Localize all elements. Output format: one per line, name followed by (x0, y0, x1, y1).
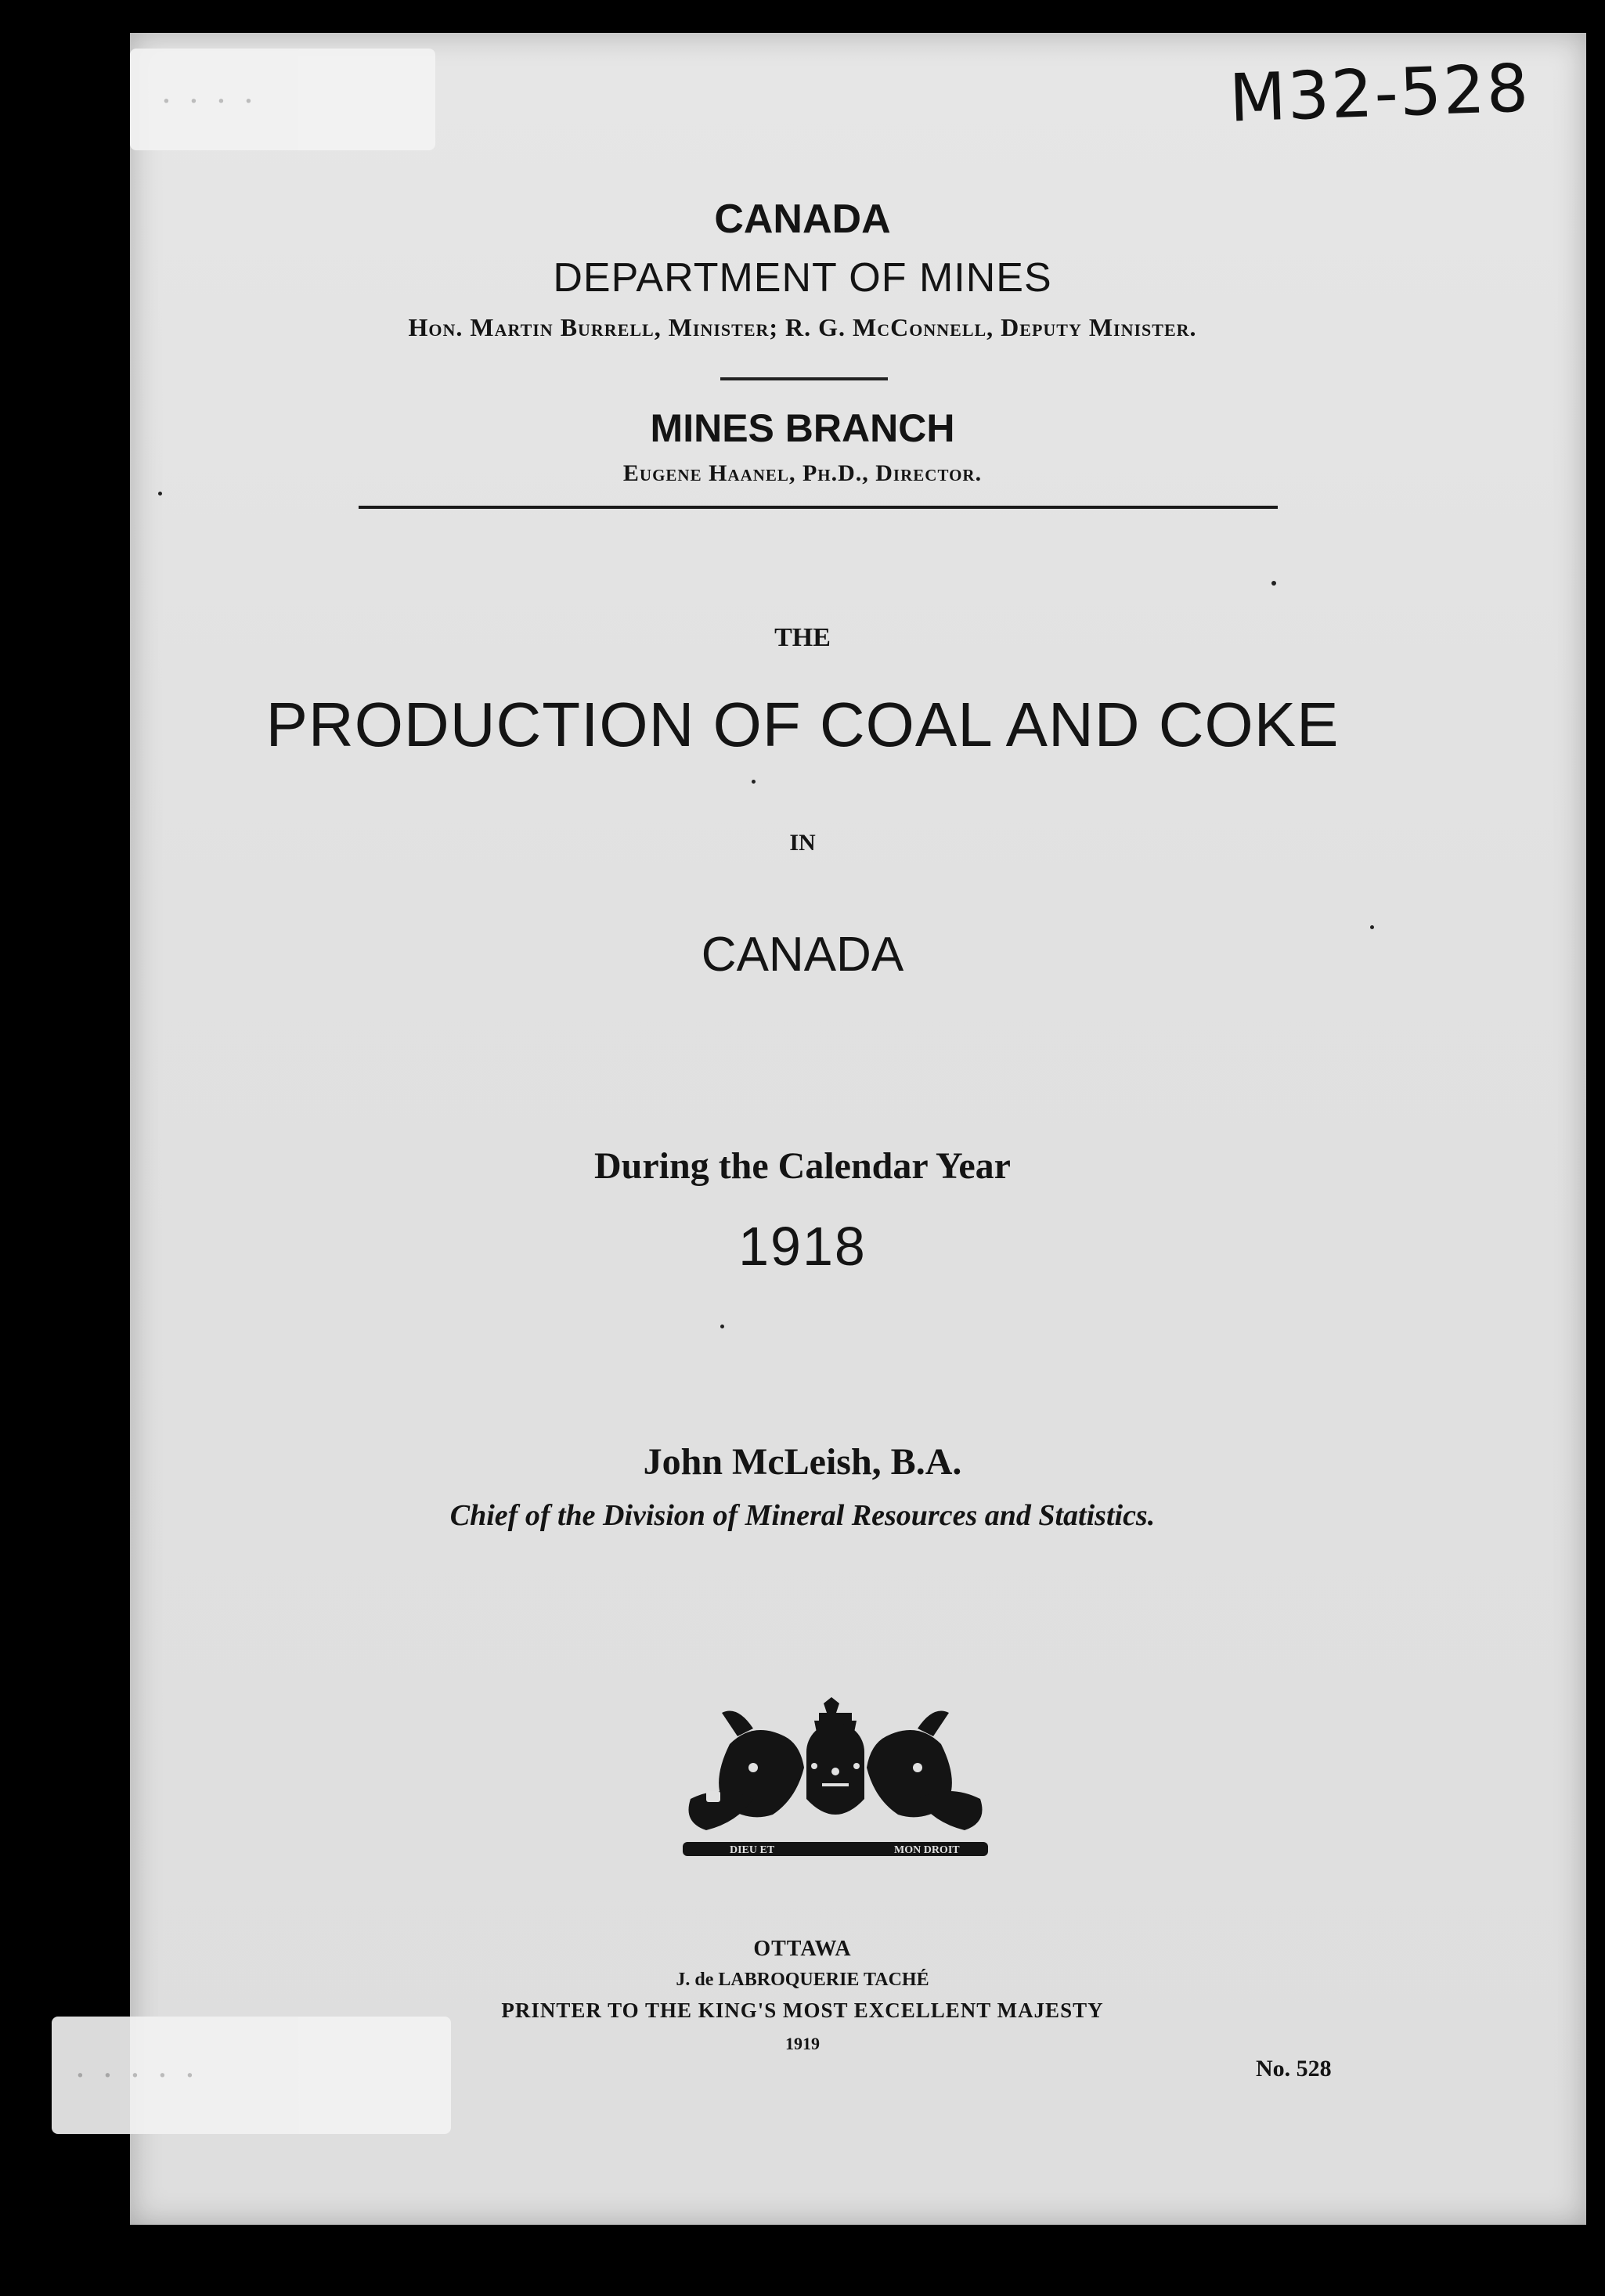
document-title: PRODUCTION OF COAL AND COKE (265, 690, 1340, 759)
scan-speck (1271, 581, 1276, 586)
period-year: 1918 (738, 1216, 867, 1277)
header-director: Eugene Haanel, Ph.D., Director. (622, 460, 983, 486)
scan-speck (158, 492, 162, 496)
title-country: CANADA (701, 928, 904, 982)
series-number: No. 528 (1256, 2056, 1332, 2082)
scan-speck (752, 780, 756, 784)
scan-speck (1370, 925, 1374, 929)
faded-label-text: · · · · (161, 81, 258, 121)
crest-motto-left: DIEU ET (730, 1844, 775, 1856)
library-label-top (130, 49, 435, 150)
header-branch: MINES BRANCH (650, 406, 955, 450)
imprint-printer: J. de LABROQUERIE TACHÉ (676, 1970, 929, 1990)
header-country: CANADA (714, 196, 891, 242)
header-officials: Hon. Martin Burrell, Minister; R. G. McConnell, Deputy Minister. (408, 313, 1197, 341)
title-preposition: IN (789, 830, 816, 856)
faded-label-text: · · · · · (75, 2055, 199, 2095)
period-label: During the Calendar Year (594, 1145, 1011, 1187)
document-page (130, 33, 1586, 2225)
title-article: THE (774, 623, 831, 652)
handwritten-catalog-number: M32-528 (1228, 49, 1531, 137)
divider-short (720, 377, 888, 380)
imprint-year: 1919 (785, 2034, 820, 2053)
crest-motto-right: MON DROIT (894, 1844, 960, 1856)
imprint-city: OTTAWA (753, 1937, 852, 1961)
header-department: DEPARTMENT OF MINES (553, 255, 1052, 301)
divider-long (359, 506, 1278, 509)
imprint-printer-title: PRINTER TO THE KING'S MOST EXCELLENT MAJESTY (501, 1999, 1104, 2022)
author-role: Chief of the Division of Mineral Resources and Statistics. (449, 1499, 1156, 1532)
author-name: John McLeish, B.A. (643, 1441, 962, 1483)
scan-speck (720, 1325, 724, 1328)
royal-coat-of-arms-icon (675, 1697, 996, 1869)
